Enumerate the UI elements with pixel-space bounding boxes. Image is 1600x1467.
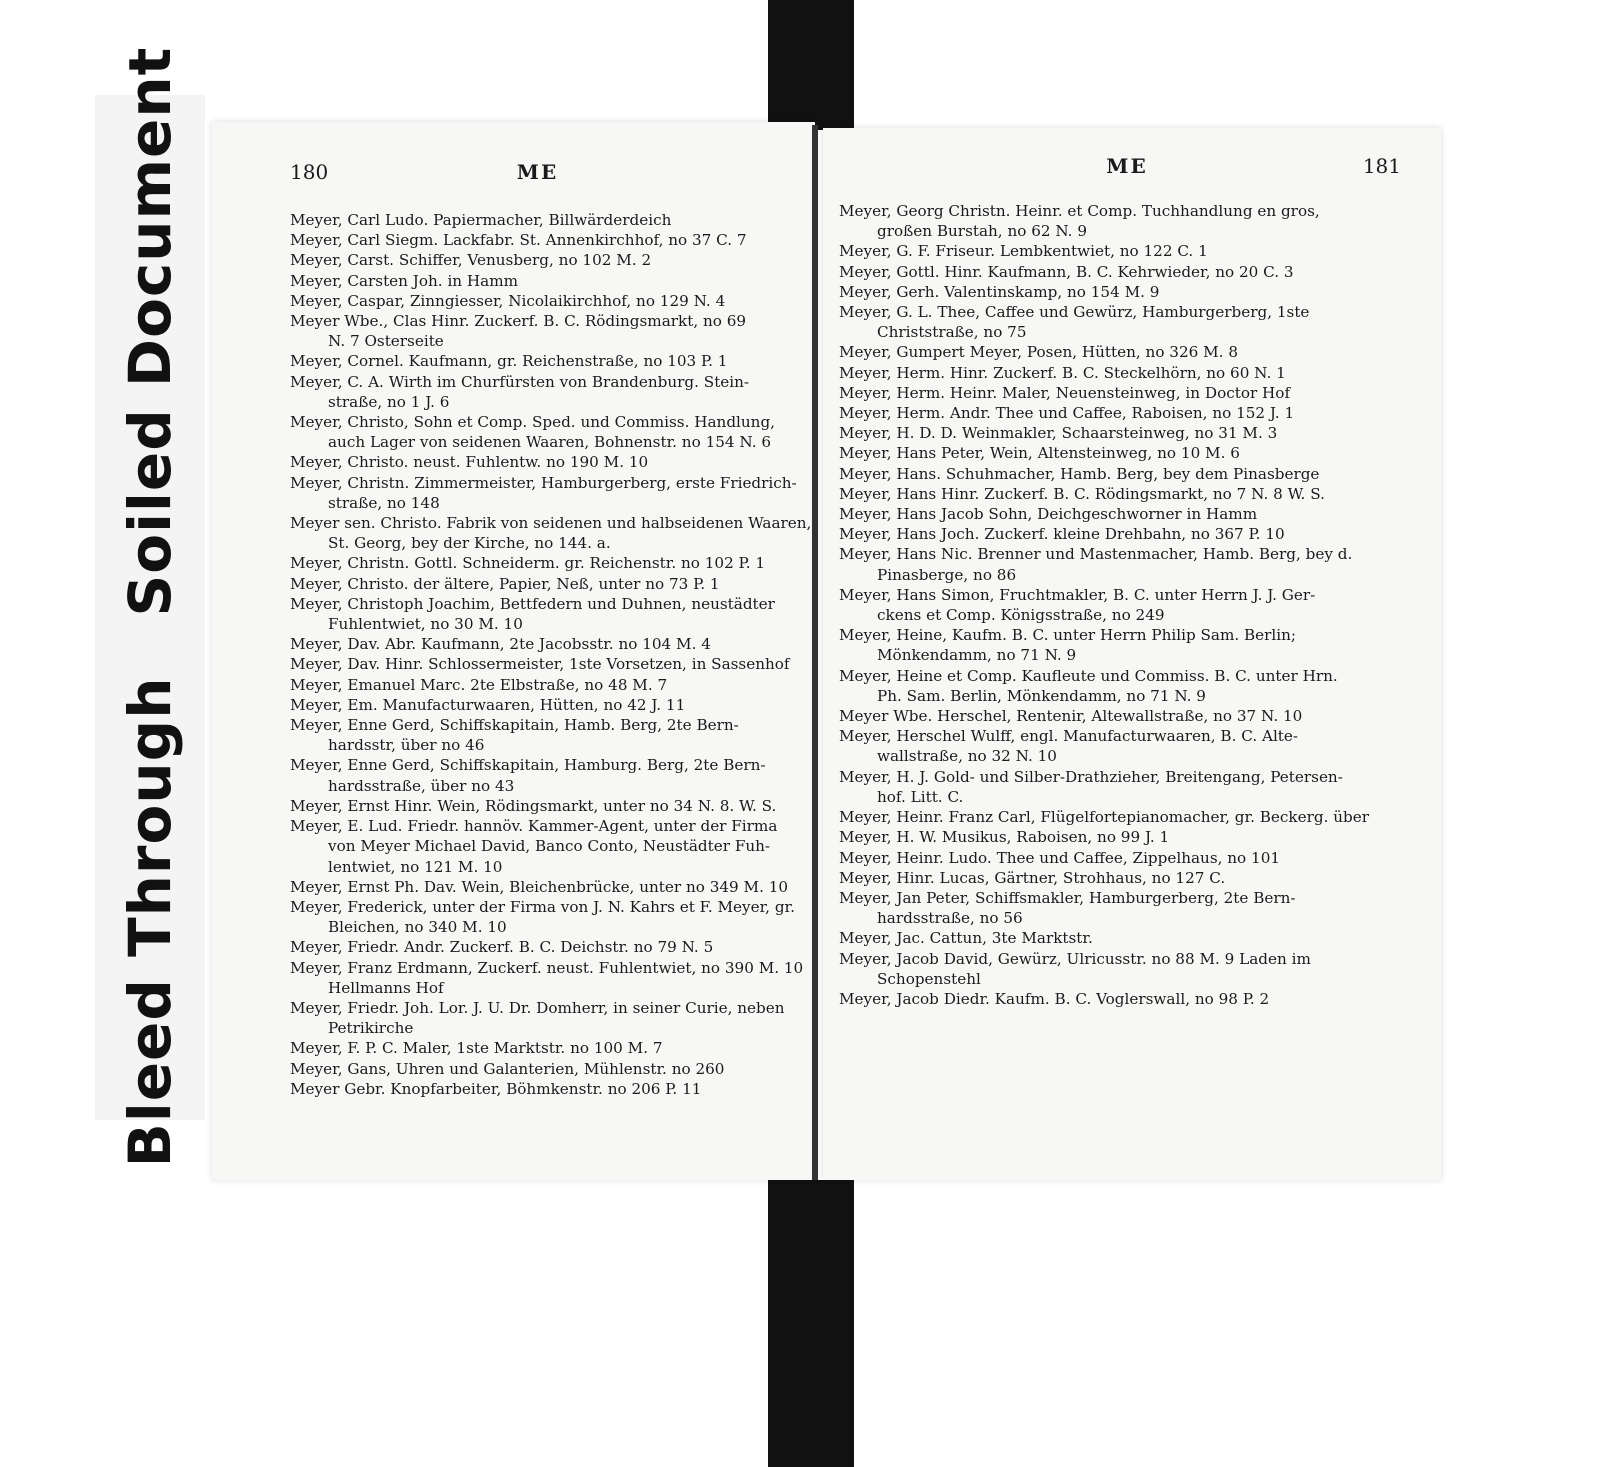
entry-text: Meyer, Hans Hinr. Zuckerf. B. C. Rödingsmarkt, no 7 N. 8 W. S. xyxy=(839,484,1325,503)
directory-entry xyxy=(290,271,797,291)
directory-entry xyxy=(839,807,1419,827)
entry-text: Meyer, Heine, Kaufm. B. C. unter Herrn Philip Sam. Berlin; xyxy=(839,626,1297,645)
directory-entry xyxy=(839,827,1419,847)
directory-entry xyxy=(290,695,797,715)
entry-continuation: großen Burstah, no 62 N. 9 xyxy=(877,222,1087,241)
label-part-1: Bleed Through xyxy=(116,676,184,1168)
entry-text: Meyer, Gans, Uhren und Galanterien, Mühlenstr. no 260 xyxy=(290,1059,725,1078)
entry-text: Meyer, H. J. Gold- und Silber-Drathzieher, Breitengang, Petersen- xyxy=(839,767,1343,786)
directory-entry xyxy=(839,928,1419,948)
entry-text: Meyer, Jacob David, Gewürz, Ulricusstr. no 88 M. 9 Laden im xyxy=(839,949,1311,968)
entry-continuation: ckens et Comp. Königsstraße, no 249 xyxy=(877,606,1165,625)
directory-entry xyxy=(839,342,1419,362)
entry-text: Meyer, Enne Gerd, Schiffskapitain, Hamburg. Berg, 2te Bern- xyxy=(290,756,766,775)
entry-text: Meyer, F. P. C. Maler, 1ste Marktstr. no 100 M. 7 xyxy=(290,1039,663,1058)
entry-text: Meyer, Friedr. Joh. Lor. J. U. Dr. Domherr, in seiner Curie, neben xyxy=(290,998,785,1017)
label-part-2: Soiled Document xyxy=(116,46,184,617)
entry-continuation: Hellmanns Hof xyxy=(328,978,444,997)
entry-text: Meyer, Hans Peter, Wein, Altensteinweg, no 10 M. 6 xyxy=(839,444,1240,463)
degradation-label xyxy=(95,46,205,1168)
directory-entry xyxy=(839,706,1419,726)
entry-text: Meyer, Carst. Schiffer, Venusberg, no 102 M. 2 xyxy=(290,251,652,270)
directory-entry xyxy=(290,654,797,674)
directory-entry xyxy=(839,585,1419,625)
directory-entry xyxy=(839,544,1419,584)
directory-entry xyxy=(290,937,797,957)
entry-text: Meyer Wbe. Herschel, Rentenir, Altewallstraße, no 37 N. 10 xyxy=(839,707,1303,726)
entry-text: Meyer, G. F. Friseur. Lembkentwiet, no 122 C. 1 xyxy=(839,242,1208,261)
directory-entry xyxy=(290,634,797,654)
entry-text: Meyer, Georg Christn. Heinr. et Comp. Tuchhandlung en gros, xyxy=(839,202,1320,220)
entry-text: Meyer, Gerh. Valentinskamp, no 154 M. 9 xyxy=(839,282,1160,301)
directory-entry xyxy=(839,625,1419,665)
entry-text: Meyer, Herm. Andr. Thee und Caffee, Raboisen, no 152 J. 1 xyxy=(839,404,1295,423)
entry-text: Meyer, Herschel Wulff, engl. Manufacturwaaren, B. C. Alte- xyxy=(839,727,1299,746)
entry-continuation: lentwiet, no 121 M. 10 xyxy=(328,857,503,876)
degradation-label-text xyxy=(116,47,184,1168)
entry-text: Meyer, Gottl. Hinr. Kaufmann, B. C. Kehrwieder, no 20 C. 3 xyxy=(839,262,1294,281)
entry-text: Meyer, Hans Joch. Zuckerf. kleine Drehbahn, no 367 P. 10 xyxy=(839,525,1285,544)
entry-text: Meyer, Heinr. Ludo. Thee und Caffee, Zippelhaus, no 101 xyxy=(839,848,1281,867)
entry-text: Meyer, Ernst Ph. Dav. Wein, Bleichenbrücke, unter no 349 M. 10 xyxy=(290,877,789,896)
book-gutter xyxy=(812,125,818,1180)
entry-text: Meyer, Christn. Zimmermeister, Hamburgerberg, erste Friedrich- xyxy=(290,473,797,492)
directory-entry xyxy=(839,848,1419,868)
directory-entry xyxy=(839,423,1419,443)
entry-continuation: Fuhlentwiet, no 30 M. 10 xyxy=(328,615,523,634)
directory-entry xyxy=(839,302,1419,342)
entry-continuation: Petrikirche xyxy=(328,1019,414,1038)
directory-entry xyxy=(839,888,1419,928)
entry-text: Meyer, Hans Jacob Sohn, Deichgeschworner in Hamm xyxy=(839,505,1258,524)
entry-continuation: Christstraße, no 75 xyxy=(877,323,1027,342)
entry-continuation: hardsstraße, über no 43 xyxy=(328,776,515,795)
entry-text: Meyer, Jan Peter, Schiffsmakler, Hamburgerberg, 2te Bern- xyxy=(839,888,1296,907)
entry-text: Meyer, Jac. Cattun, 3te Marktstr. xyxy=(839,929,1093,948)
page-number: 180 xyxy=(290,160,329,184)
entry-text: Meyer Wbe., Clas Hinr. Zuckerf. B. C. Rödingsmarkt, no 69 xyxy=(290,312,747,331)
directory-entry xyxy=(290,715,797,755)
entry-text: Meyer, Hans Simon, Fruchtmakler, B. C. unter Herrn J. J. Ger- xyxy=(839,585,1316,604)
entry-text: Meyer, Franz Erdmann, Zuckerf. neust. Fuhlentwiet, no 390 M. 10 xyxy=(290,958,804,977)
entry-continuation: St. Georg, bey der Kirche, no 144. a. xyxy=(328,534,611,553)
directory-entry xyxy=(839,262,1419,282)
entry-text: Meyer, Herm. Heinr. Maler, Neuensteinweg, in Doctor Hof xyxy=(839,383,1291,402)
entry-continuation: wallstraße, no 32 N. 10 xyxy=(877,747,1057,766)
directory-entry xyxy=(839,949,1419,989)
entry-continuation: hardsstr, über no 46 xyxy=(328,736,485,755)
directory-entry xyxy=(839,383,1419,403)
entry-continuation: Bleichen, no 340 M. 10 xyxy=(328,918,507,937)
directory-entry xyxy=(839,363,1419,383)
entry-text: Meyer, Christo, Sohn et Comp. Sped. und Commiss. Handlung, xyxy=(290,413,776,432)
entry-continuation: Schopenstehl xyxy=(877,969,981,988)
entry-text: Meyer, Dav. Abr. Kaufmann, 2te Jacobsstr. no 104 M. 4 xyxy=(290,635,711,654)
entry-text: Meyer, Caspar, Zinngiesser, Nicolaikirchhof, no 129 N. 4 xyxy=(290,291,726,310)
directory-entry xyxy=(839,666,1419,706)
page-number: 181 xyxy=(1362,154,1401,178)
binding-strip-top xyxy=(768,0,854,130)
entry-text: Meyer, Christoph Joachim, Bettfedern und Duhnen, neustädter xyxy=(290,594,775,613)
entry-continuation: hof. Litt. C. xyxy=(877,787,964,806)
page-heading: ME xyxy=(516,160,559,184)
page-heading: ME xyxy=(1106,154,1148,178)
entry-text: Meyer, Carsten Joh. in Hamm xyxy=(290,271,519,290)
entry-text: Meyer, Gumpert Meyer, Posen, Hütten, no 326 M. 8 xyxy=(839,343,1238,362)
entry-text: Meyer, Emanuel Marc. 2te Elbstraße, no 48 M. 7 xyxy=(290,675,668,694)
directory-entry xyxy=(839,524,1419,544)
entry-text: Meyer, Heine et Comp. Kaufleute und Commiss. B. C. unter Hrn. xyxy=(839,666,1338,685)
entry-text: Meyer, Hans. Schuhmacher, Hamb. Berg, bey dem Pinasberge xyxy=(839,464,1320,483)
directory-entry xyxy=(290,675,797,695)
directory-entry xyxy=(839,767,1419,807)
entry-continuation: hardsstraße, no 56 xyxy=(877,909,1023,928)
directory-entry xyxy=(290,230,797,250)
directory-entry xyxy=(290,1079,797,1099)
directory-entry xyxy=(290,250,797,270)
entry-text: Meyer, Herm. Hinr. Zuckerf. B. C. Steckelhörn, no 60 N. 1 xyxy=(839,363,1286,382)
directory-entry xyxy=(839,989,1419,1009)
left-page xyxy=(212,122,815,1180)
entry-text: Meyer, C. A. Wirth im Churfürsten von Brandenburg. Stein- xyxy=(290,372,750,391)
directory-entry xyxy=(290,594,797,634)
entry-text: Meyer, Frederick, unter der Firma von J. N. Kahrs et F. Meyer, gr. xyxy=(290,897,795,916)
entry-text: Meyer, Cornel. Kaufmann, gr. Reichenstraße, no 103 P. 1 xyxy=(290,352,728,371)
entry-continuation: auch Lager von seidenen Waaren, Bohnenstr. no 154 N. 6 xyxy=(328,433,772,452)
directory-entry xyxy=(290,452,797,472)
directory-entry xyxy=(290,857,797,877)
entry-text: Meyer, H. D. D. Weinmakler, Schaarsteinweg, no 31 M. 3 xyxy=(839,424,1278,443)
directory-entry xyxy=(290,897,797,937)
entry-text: Meyer, Hinr. Lucas, Gärtner, Strohhaus, no 127 C. xyxy=(839,868,1226,887)
directory-entry xyxy=(839,403,1419,423)
entry-text: Meyer Gebr. Knopfarbeiter, Böhmkenstr. no 206 P. 11 xyxy=(290,1079,702,1098)
directory-entry xyxy=(839,201,1419,241)
entry-continuation: von Meyer Michael David, Banco Conto, Neustädter Fuh- xyxy=(328,837,771,856)
entry-text: Meyer, Hans Nic. Brenner und Mastenmacher, Hamb. Berg, bey d. xyxy=(839,545,1353,564)
directory-entry xyxy=(290,755,797,795)
directory-entry xyxy=(839,504,1419,524)
entry-text: Meyer, E. Lud. Friedr. hannöv. Kammer-Agent, unter der Firma xyxy=(290,817,778,836)
entry-text: Meyer, Jacob Diedr. Kaufm. B. C. Voglerswall, no 98 P. 2 xyxy=(839,989,1270,1008)
entry-text: Meyer, Em. Manufacturwaaren, Hütten, no 42 J. 11 xyxy=(290,695,686,714)
directory-entry xyxy=(839,443,1419,463)
directory-entry xyxy=(839,241,1419,261)
right-entry-list xyxy=(839,201,1419,1009)
entry-text: Meyer sen. Christo. Fabrik von seidenen und halbseidenen Waaren, xyxy=(290,514,812,533)
entry-continuation: Ph. Sam. Berlin, Mönkendamm, no 71 N. 9 xyxy=(877,686,1206,705)
entry-text: Meyer, Heinr. Franz Carl, Flügelfortepianomacher, gr. Beckerg. über xyxy=(839,808,1369,827)
directory-entry xyxy=(290,351,797,371)
left-page-header xyxy=(290,160,785,190)
directory-entry xyxy=(290,998,797,1038)
entry-text: Meyer, Christn. Gottl. Schneiderm. gr. Reichenstr. no 102 P. 1 xyxy=(290,554,766,573)
directory-entry xyxy=(839,282,1419,302)
directory-entry xyxy=(290,473,797,513)
entry-text: Meyer, Christo. neust. Fuhlentw. no 190 M. 10 xyxy=(290,453,649,472)
entry-continuation: straße, no 1 J. 6 xyxy=(328,392,450,411)
entry-continuation: Pinasberge, no 86 xyxy=(877,565,1017,584)
directory-entry xyxy=(839,484,1419,504)
entry-text: Meyer, Ernst Hinr. Wein, Rödingsmarkt, unter no 34 N. 8. W. S. xyxy=(290,796,777,815)
left-entry-list xyxy=(290,210,812,1099)
binding-strip-bottom xyxy=(768,1180,854,1467)
directory-entry xyxy=(290,1038,797,1058)
directory-entry xyxy=(290,210,797,230)
entry-continuation: N. 7 Osterseite xyxy=(328,332,444,351)
entry-text: Meyer, Friedr. Andr. Zuckerf. B. C. Deichstr. no 79 N. 5 xyxy=(290,938,714,957)
directory-entry xyxy=(290,412,797,452)
entry-continuation: straße, no 148 xyxy=(328,493,440,512)
directory-entry xyxy=(290,291,797,311)
entry-text: Meyer, Enne Gerd, Schiffskapitain, Hamb. Berg, 2te Bern- xyxy=(290,716,739,735)
directory-entry xyxy=(290,958,804,998)
directory-entry xyxy=(290,816,797,856)
entry-text: Meyer, Christo. der ältere, Papier, Neß, unter no 73 P. 1 xyxy=(290,574,720,593)
entry-text: Meyer, H. W. Musikus, Raboisen, no 99 J. 1 xyxy=(839,828,1170,847)
directory-entry xyxy=(290,311,797,351)
directory-entry xyxy=(290,796,797,816)
entry-text: Meyer, G. L. Thee, Caffee und Gewürz, Hamburgerberg, 1ste xyxy=(839,303,1310,322)
directory-entry xyxy=(290,513,812,553)
directory-entry xyxy=(839,868,1419,888)
entry-continuation: Mönkendamm, no 71 N. 9 xyxy=(877,646,1077,665)
directory-entry xyxy=(290,877,797,897)
directory-entry xyxy=(290,574,797,594)
right-page xyxy=(823,128,1441,1180)
directory-entry xyxy=(839,726,1419,766)
right-page-header xyxy=(853,154,1401,184)
directory-entry xyxy=(290,1059,797,1079)
entry-text: Meyer, Carl Ludo. Papiermacher, Billwärderdeich xyxy=(290,211,672,229)
entry-text: Meyer, Carl Siegm. Lackfabr. St. Annenkirchhof, no 37 C. 7 xyxy=(290,231,747,250)
directory-entry xyxy=(839,464,1419,484)
entry-text: Meyer, Dav. Hinr. Schlossermeister, 1ste Vorsetzen, in Sassenhof xyxy=(290,655,790,674)
directory-entry xyxy=(290,553,797,573)
directory-entry xyxy=(290,372,797,412)
